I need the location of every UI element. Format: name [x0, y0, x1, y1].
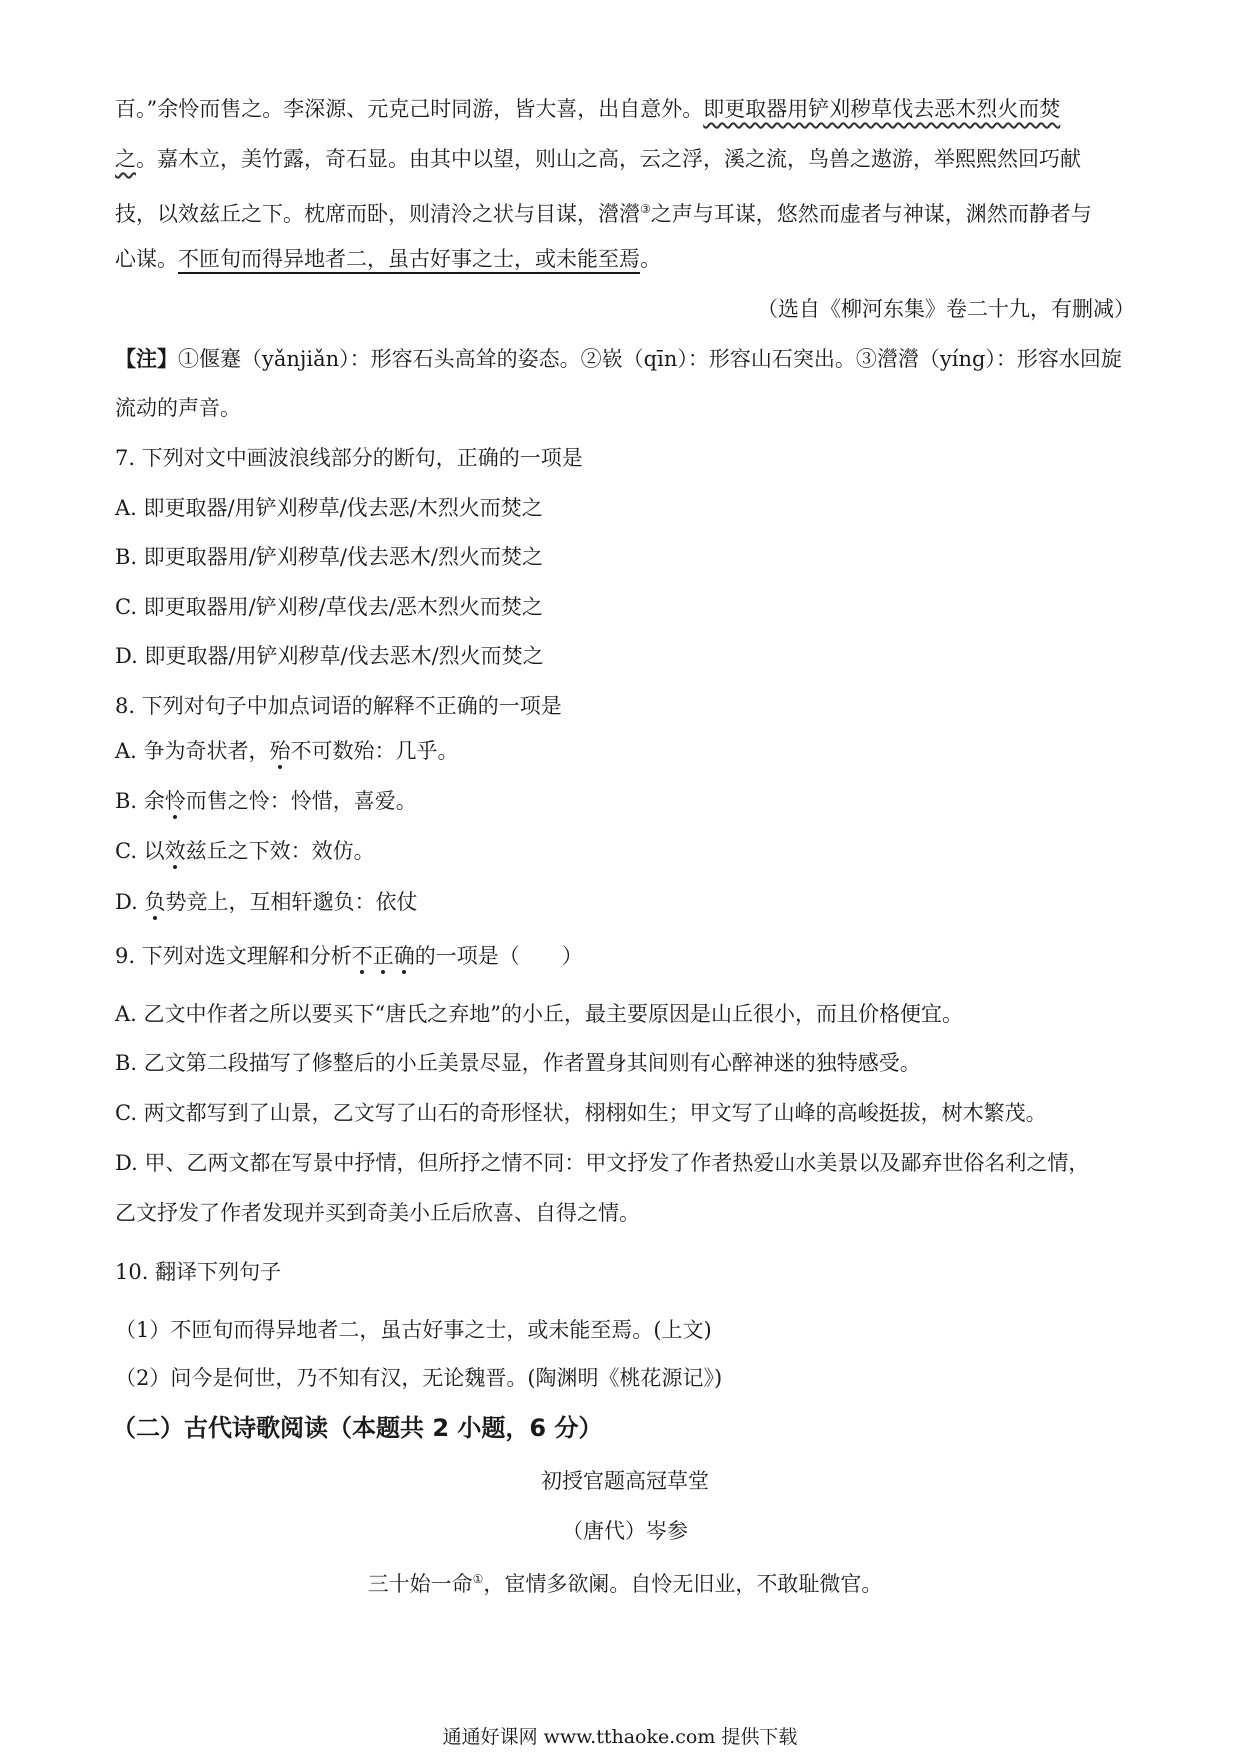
dotted-word: 正: [372, 944, 394, 968]
question-10-stem: 10. 翻译下列句子: [115, 1260, 282, 1284]
question-7-option-b: B. 即更取器用/铲刈秽草/伐去恶木/烈火而焚之: [115, 545, 544, 569]
dotted-word: 负: [144, 890, 166, 914]
option-text: 势竞上，互相轩邈负：依仗: [165, 890, 418, 914]
poem-text: ，宦情多欲阑。自怜无旧业，不敢耻微官。: [483, 1572, 883, 1596]
passage-line-2: [115, 144, 1135, 174]
question-9-option-b: B. 乙文第二段描写了修整后的小丘美景尽显，作者置身其间则有心醉神迷的独特感受。: [115, 1051, 921, 1075]
question-9-option-d-line-1: D. 甲、乙两文都在写景中抒情，但所抒之情不同：甲文抒发了作者热爱山水美景以及鄙弃世俗名利之情，: [115, 1151, 1090, 1175]
dotted-word: 确: [393, 944, 415, 968]
question-8-option-b: [115, 786, 1135, 816]
footnote-marker: ③: [640, 202, 651, 216]
poem-text: 三十始一命: [367, 1572, 473, 1596]
passage-text: 技，以效兹丘之下。枕席而卧，则清泠之状与目谋，瀯瀯: [115, 202, 640, 226]
question-9-option-d-line-2: 乙文抒发了作者发现并买到奇美小丘后欣喜、自得之情。: [115, 1201, 640, 1225]
passage-text: 心谋。: [115, 247, 178, 271]
passage-text: 。嘉木立，美竹露，奇石显。由其中以望，则山之高，云之浮，溪之流，鸟兽之遨游，举熙熙然回巧献: [136, 147, 1081, 171]
footnote-marker: ①: [472, 1572, 484, 1586]
notes-label: 【注】: [115, 346, 178, 371]
poem-line-1: [115, 1564, 1135, 1599]
question-9-stem: [115, 941, 1135, 971]
question-8-option-a: [115, 736, 1135, 766]
dotted-word: 效: [164, 839, 186, 863]
option-text: C. 以: [115, 839, 165, 863]
passage-line-3: [115, 194, 1135, 229]
section-heading: （二）古代诗歌阅读（本题共 2 小题，6 分）: [112, 1414, 603, 1442]
question-7-stem: 7. 下列对文中画波浪线部分的断句，正确的一项是: [115, 446, 583, 470]
dotted-word: 殆: [269, 739, 291, 763]
footer-download-note: 通通好课网 www.tthaoke.com 提供下载: [442, 1726, 798, 1748]
question-8-option-d: [115, 887, 1135, 917]
question-7-option-c: C. 即更取器用/铲刈秽/草伐去/恶木烈火而焚之: [115, 595, 543, 619]
question-7-option-a: A. 即更取器/用铲刈秽草/伐去恶/木烈火而焚之: [115, 496, 543, 520]
question-10-sentence-2: （2）问今是何世，乃不知有汉，无论魏晋。(陶渊明《桃花源记》): [115, 1366, 723, 1390]
passage-line-1: [115, 94, 1135, 124]
notes-line-2: 流动的声音。: [115, 396, 241, 420]
dotted-word: 不: [351, 944, 373, 968]
option-text: B. 余: [115, 789, 165, 813]
passage-text: 百。”余怜而售之。李深源、元克己时同游，皆大喜，出自意外。: [115, 97, 704, 121]
wavy-underlined-sentence: 即更取器用铲刈秽草伐去恶木烈火而焚: [703, 97, 1061, 121]
question-7-option-d: D. 即更取器/用铲刈秽草/伐去恶木/烈火而焚之: [115, 644, 544, 668]
option-text: D.: [115, 890, 145, 914]
option-text: A. 争为奇状者，: [115, 739, 270, 763]
question-10-sentence-1: （1）不匝旬而得异地者二，虽古好事之士，或未能至焉。(上文): [115, 1318, 712, 1342]
notes-line-1: [115, 344, 1135, 374]
stem-text: 的一项是（ ）: [414, 944, 583, 968]
underlined-sentence: 不匝旬而得异地者二，虽古好事之士，或未能至焉: [178, 247, 640, 271]
passage-source: （选自《柳河东集》卷二十九，有删减）: [757, 297, 1135, 321]
option-text: 不可数殆：几乎。: [290, 739, 459, 763]
dotted-word: 怜: [164, 789, 186, 813]
poem-author: （唐代）岑参: [562, 1519, 688, 1543]
question-9-option-a: A. 乙文中作者之所以要买下“唐氏之弃地”的小丘，最主要原因是山丘很小，而且价格便宜。: [115, 1002, 963, 1026]
question-8-option-c: [115, 836, 1135, 866]
option-text: 兹丘之下效：效仿。: [185, 839, 375, 863]
notes-text: ①偃蹇（yǎnjiǎn）：形容石头高耸的姿态。②嵚（qīn）：形容山石突出。③瀯瀯（yíng）：形容水回旋: [178, 347, 1122, 371]
stem-text: 9. 下列对选文理解和分析: [115, 944, 352, 968]
wavy-underlined-sentence-end: 之: [115, 147, 136, 171]
passage-text: 之声与耳谋，悠然而虚者与神谋，渊然而静者与: [650, 202, 1092, 226]
question-8-stem: 8. 下列对句子中加点词语的解释不正确的一项是: [115, 694, 562, 718]
option-text: 而售之怜：怜惜，喜爱。: [185, 789, 417, 813]
question-9-option-c: C. 两文都写到了山景，乙文写了山石的奇形怪状，栩栩如生；甲文写了山峰的高峻挺拔，树木繁茂。: [115, 1101, 1047, 1125]
passage-text: 。: [640, 247, 661, 271]
poem-title: 初授官题高冠草堂: [541, 1469, 709, 1493]
passage-line-4: [115, 244, 1135, 274]
